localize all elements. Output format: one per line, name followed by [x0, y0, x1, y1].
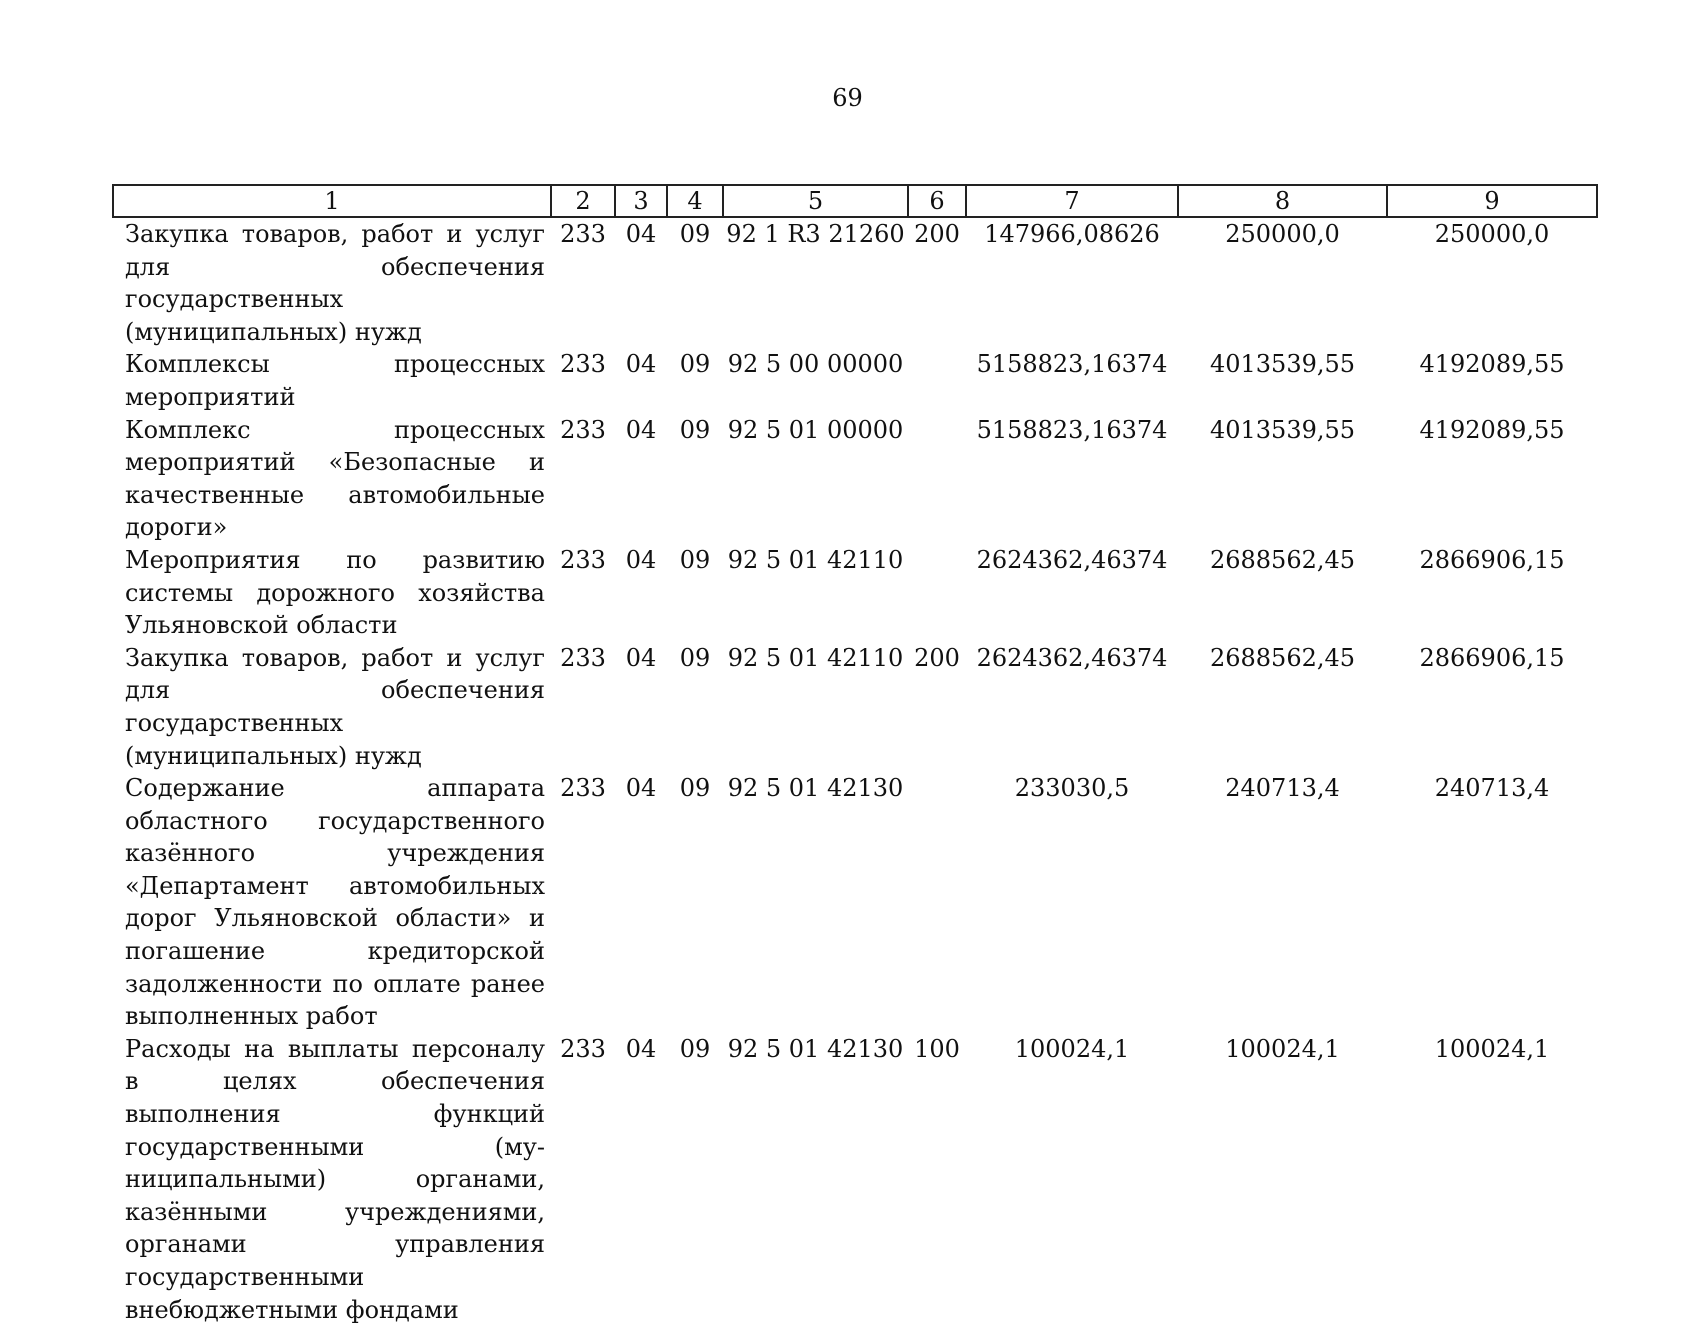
row-ministry-code: 233	[560, 545, 606, 574]
header-col-6: 6	[908, 185, 966, 217]
row-target-code: 92 1 R3 21260	[726, 220, 905, 248]
row-subsection-code: 09	[679, 774, 711, 803]
row-subsection-code: 09	[679, 545, 711, 574]
row-section-code: 04	[625, 220, 657, 248]
row-section-code: 04	[625, 415, 657, 444]
row-amount-col9: 4192089,55	[1419, 350, 1565, 379]
row-amount-col8: 100024,1	[1225, 1034, 1340, 1063]
row-expense-type	[908, 414, 966, 544]
table-header	[113, 185, 1597, 217]
row-description: Закупка товаров, работ и услуг для обеспечения государственных (муниципальных) нужд	[125, 643, 545, 770]
page-number: 69	[832, 84, 863, 112]
row-amount-col9: 2866906,15	[1419, 643, 1565, 672]
row-description: Мероприятия по развитию системы дорожного хозяйства Ульяновской области	[125, 545, 545, 640]
table-row	[113, 642, 1597, 772]
row-amount-col8: 4013539,55	[1209, 415, 1356, 444]
row-amount-col7: 147966,08626	[984, 220, 1160, 248]
row-amount-col7: 233030,5	[1014, 774, 1130, 803]
row-amount-col8: 2688562,45	[1209, 545, 1356, 574]
row-section-code: 04	[625, 643, 657, 672]
row-description: Комплекс процессных мероприятий «Безопасные и качественные автомобильные дороги»	[125, 415, 545, 542]
row-expense-type: 200	[914, 643, 960, 672]
row-amount-col7: 5158823,16374	[976, 350, 1168, 379]
table-body	[113, 217, 1597, 1326]
row-subsection-code: 09	[679, 415, 711, 444]
table-row	[113, 1033, 1597, 1326]
header-row	[113, 185, 1597, 217]
table-row	[113, 348, 1597, 413]
row-amount-col7: 2624362,46374	[976, 643, 1168, 672]
row-section-code: 04	[625, 545, 657, 574]
row-description: Содержание аппарата областного государственного казённого учреждения «Департамент автомобильных дорог Ульяновской области» и погашение кредиторской задолженности по оплате ранее выполненных работ	[125, 774, 545, 1031]
row-amount-col9: 240713,4	[1434, 774, 1550, 803]
row-target-code: 92 5 00 00000	[727, 350, 904, 379]
row-amount-col7: 5158823,16374	[976, 415, 1168, 444]
header-col-2: 2	[551, 185, 615, 217]
row-ministry-code: 233	[560, 774, 606, 803]
row-section-code: 04	[625, 350, 657, 379]
row-expense-type	[908, 348, 966, 413]
row-section-code: 04	[625, 1034, 657, 1063]
row-target-code: 92 5 01 42110	[727, 545, 904, 574]
row-amount-col7: 100024,1	[1014, 1034, 1130, 1063]
header-col-8: 8	[1178, 185, 1387, 217]
header-col-3: 3	[615, 185, 667, 217]
row-amount-col8: 240713,4	[1225, 774, 1340, 803]
row-amount-col8: 2688562,45	[1209, 643, 1356, 672]
row-description: Закупка товаров, работ и услуг для обеспечения государственных (муниципальных) нужд	[125, 220, 545, 346]
row-target-code: 92 5 01 00000	[727, 415, 904, 444]
row-subsection-code: 09	[679, 220, 711, 248]
row-target-code: 92 5 01 42110	[727, 643, 904, 672]
header-col-5: 5	[723, 185, 908, 217]
row-target-code: 92 5 01 42130	[727, 774, 904, 803]
header-col-7: 7	[966, 185, 1178, 217]
row-expense-type: 100	[914, 1034, 960, 1063]
row-description: Расходы на выплаты персоналу в целях обеспечения выполнения функций государственными (муниципальными) органами, казёнными учреждениями, органами управления государственными внебюджетными фондами	[125, 1034, 545, 1324]
row-ministry-code: 233	[560, 350, 606, 379]
row-amount-col8: 250000,0	[1225, 220, 1340, 248]
row-amount-col9: 250000,0	[1434, 220, 1550, 248]
row-expense-type	[908, 544, 966, 642]
row-expense-type	[908, 772, 966, 1033]
header-col-9: 9	[1387, 185, 1597, 217]
row-amount-col9: 100024,1	[1434, 1034, 1550, 1063]
row-ministry-code: 233	[560, 1034, 606, 1063]
row-target-code: 92 5 01 42130	[727, 1034, 904, 1063]
row-description: Комплексы процессных мероприятий	[125, 350, 545, 411]
row-amount-col9: 4192089,55	[1419, 415, 1565, 444]
row-subsection-code: 09	[679, 643, 711, 672]
budget-table	[112, 184, 1598, 1326]
row-ministry-code: 233	[560, 415, 606, 444]
row-expense-type: 200	[914, 220, 960, 248]
row-ministry-code: 233	[560, 643, 606, 672]
row-amount-col7: 2624362,46374	[976, 545, 1168, 574]
row-amount-col9: 2866906,15	[1419, 545, 1565, 574]
row-subsection-code: 09	[679, 1034, 711, 1063]
table-row	[113, 414, 1597, 544]
row-ministry-code: 233	[560, 220, 606, 248]
table-row	[113, 217, 1597, 348]
row-subsection-code: 09	[679, 350, 711, 379]
row-amount-col8: 4013539,55	[1209, 350, 1356, 379]
header-col-1: 1	[113, 185, 551, 217]
header-col-4: 4	[667, 185, 723, 217]
table-row	[113, 544, 1597, 642]
table-row	[113, 772, 1597, 1033]
row-section-code: 04	[625, 774, 657, 803]
